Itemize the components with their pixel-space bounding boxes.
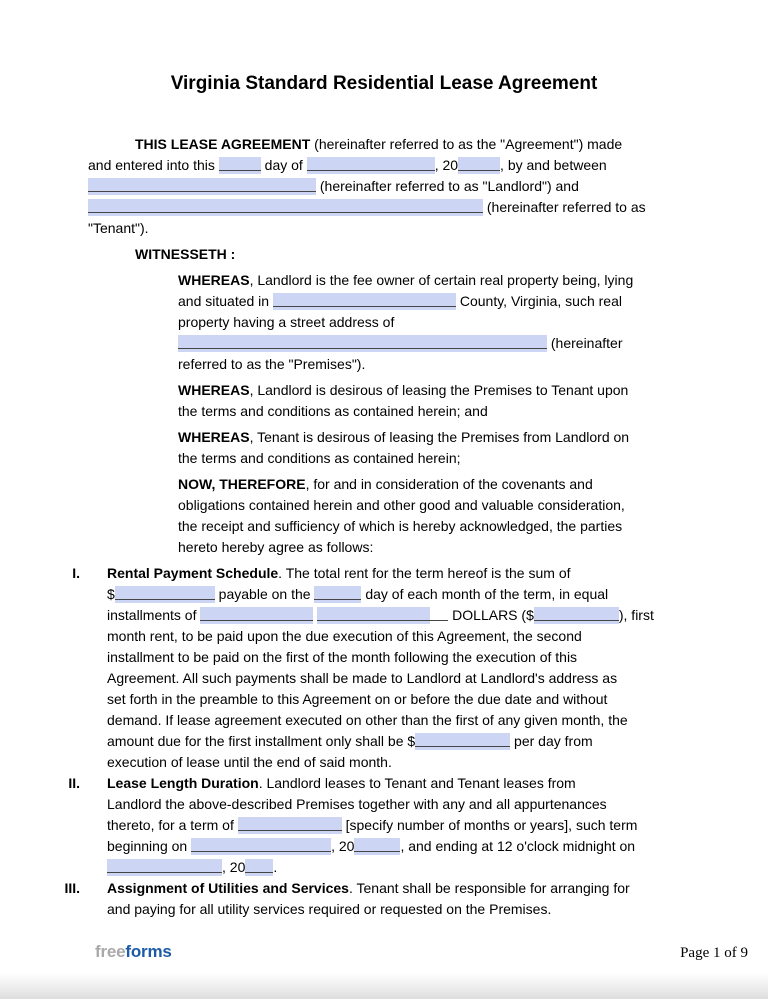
text-line [88, 244, 682, 265]
text-run: , 20 [331, 838, 355, 854]
text-run: the terms and conditions as contained herein; [178, 450, 461, 466]
text-run: thereto, for a term of [107, 817, 238, 833]
bold-text: THIS LEASE AGREEMENT [135, 136, 311, 152]
blank-field[interactable] [273, 293, 456, 310]
intro-paragraph [88, 134, 682, 239]
text-line [178, 291, 682, 312]
text-run: referred to as the "Premises"). [178, 356, 366, 372]
bold-text: WHEREAS [178, 429, 250, 445]
text-run: day of [260, 157, 307, 173]
whereas-tenant-desirous [178, 427, 682, 469]
text-run: , 20 [434, 157, 459, 173]
text-line [178, 380, 682, 401]
blank-field[interactable] [314, 586, 361, 603]
text-line [88, 155, 682, 176]
text-run: hereto hereby agree as follows: [178, 539, 374, 555]
logo-text-free: free [95, 942, 126, 961]
text-line [88, 134, 682, 155]
text-run: day of each month of the term, in equal [361, 586, 609, 602]
text-run: (hereinafter referred to as [483, 199, 646, 215]
text-run: . Landlord leases to Tenant and Tenant leases from [258, 775, 576, 791]
blank-underline [430, 607, 448, 624]
text-run: and situated in [178, 293, 273, 309]
text-line [178, 354, 682, 375]
text-line [88, 176, 682, 197]
document-body [64, 134, 682, 920]
text-line [88, 197, 682, 218]
logo-text-forms: forms [125, 942, 172, 961]
text-line [178, 333, 682, 354]
blank-field[interactable] [88, 199, 483, 216]
text-run: , 20 [222, 859, 246, 875]
text-run: set forth in the preamble to this Agreement on or before the due date and without [107, 691, 608, 707]
text-run: . [273, 859, 278, 875]
text-line [107, 689, 654, 710]
text-run: County, Virginia, such real [455, 293, 622, 309]
text-run: installments of [107, 607, 201, 623]
whereas-fee-owner [178, 270, 682, 375]
section-lease-length-duration [61, 773, 682, 878]
blank-field[interactable] [307, 157, 435, 174]
blank-field[interactable] [245, 859, 273, 876]
bold-text: Assignment of Utilities and Services [107, 880, 349, 896]
text-run: , by and between [500, 157, 607, 173]
section-assignment-of-utilities [61, 878, 682, 920]
text-line [178, 312, 682, 333]
document-title: Virginia Standard Residential Lease Agreement [170, 73, 598, 94]
text-line [107, 752, 654, 773]
text-run: installment to be paid on the first of the month following the execution of this [107, 649, 578, 665]
section-rental-payment-schedule [61, 563, 682, 773]
text-run: [specify number of months or years], such term [341, 817, 638, 833]
blank-field[interactable] [458, 157, 500, 174]
section-number: II. [68, 775, 80, 791]
text-run: demand. If lease agreement executed on other than the first of any given month, the [107, 712, 628, 728]
text-run: , and ending at 12 o'clock midnight on [400, 838, 636, 854]
page-bottom-shadow [0, 973, 768, 999]
bold-text: NOW, THEREFORE [178, 476, 306, 492]
text-run: (hereinafter [547, 335, 623, 351]
text-line [107, 584, 654, 605]
text-line [178, 270, 682, 291]
text-line [107, 668, 654, 689]
bold-text: WHEREAS [178, 272, 250, 288]
text-line [107, 857, 637, 878]
text-run: Landlord the above-described Premises together with any and all appurtenances [107, 796, 607, 812]
section-number: I. [72, 565, 80, 581]
text-run: payable on the [214, 586, 315, 602]
now-therefore [178, 474, 682, 558]
text-line [107, 647, 654, 668]
blank-field[interactable] [219, 157, 261, 174]
text-line [107, 563, 654, 584]
text-run: , Tenant is desirous of leasing the Premises from Landlord on [249, 429, 630, 445]
blank-field[interactable] [317, 607, 430, 624]
text-run: and entered into this [88, 157, 219, 173]
blank-field[interactable] [107, 859, 222, 876]
text-line [178, 401, 682, 422]
bold-text: WHEREAS [178, 382, 250, 398]
bold-text: WITNESSETH : [135, 246, 236, 262]
text-run: obligations contained herein and other good and valuable consideration, [178, 497, 625, 513]
text-line [107, 878, 630, 899]
text-line [107, 899, 630, 920]
blank-field[interactable] [415, 733, 510, 750]
text-run: , Landlord is desirous of leasing the Premises to Tenant upon [249, 382, 629, 398]
blank-field[interactable] [354, 838, 400, 855]
text-run: $ [107, 586, 115, 602]
text-run: "Tenant"). [88, 220, 149, 236]
section-body [107, 563, 654, 773]
text-line [107, 605, 654, 626]
blank-field[interactable] [115, 586, 215, 603]
text-line [107, 773, 637, 794]
blank-field[interactable] [238, 817, 342, 834]
page-footer [95, 941, 748, 964]
text-line [178, 474, 682, 495]
blank-field[interactable] [534, 607, 619, 624]
text-line [88, 218, 682, 239]
text-run: the terms and conditions as contained herein; and [178, 403, 488, 419]
text-run: beginning on [107, 838, 192, 854]
text-run: DOLLARS ($ [448, 607, 534, 623]
text-run: . Tenant shall be responsible for arranging for [348, 880, 630, 896]
text-run: and paying for all utility services required or requested on the Premises. [107, 901, 552, 917]
text-line [178, 516, 682, 537]
blank-field[interactable] [191, 838, 331, 855]
whereas-landlord-desirous [178, 380, 682, 422]
witnesseth-heading [88, 244, 682, 265]
text-line [107, 836, 637, 857]
text-run: the receipt and sufficiency of which is hereby acknowledged, the parties [178, 518, 623, 534]
text-line [107, 794, 637, 815]
blank-field[interactable] [178, 335, 547, 352]
blank-field[interactable] [88, 178, 316, 195]
text-line [178, 427, 682, 448]
page-number: Page 1 of 9 [680, 945, 748, 961]
section-body [107, 878, 630, 920]
text-run: amount due for the first installment only shall be $ [107, 733, 416, 749]
text-run: (hereinafter referred to as "Landlord") and [316, 178, 579, 194]
bold-text: Lease Length Duration [107, 775, 259, 791]
text-run: Agreement. All such payments shall be made to Landlord at Landlord's address as [107, 670, 618, 686]
text-run: execution of lease until the end of said month. [107, 754, 392, 770]
text-line [107, 731, 654, 752]
text-line [107, 815, 637, 836]
text-run: ), first [618, 607, 654, 623]
text-run: (hereinafter referred to as the "Agreement") made [310, 136, 623, 152]
text-run: , Landlord is the fee owner of certain real property being, lying [249, 272, 634, 288]
text-line [178, 495, 682, 516]
text-line [178, 537, 682, 558]
text-run: per day from [510, 733, 593, 749]
text-line [107, 710, 654, 731]
bold-text: Rental Payment Schedule [107, 565, 279, 581]
text-run: . The total rent for the term hereof is the sum of [278, 565, 571, 581]
section-number: III. [64, 880, 80, 896]
text-line [178, 448, 682, 469]
text-run: property having a street address of [178, 314, 395, 330]
freeforms-logo [95, 941, 172, 962]
blank-field[interactable] [200, 607, 313, 624]
text-run: month rent, to be paid upon the due execution of this Agreement, the second [107, 628, 582, 644]
section-body [107, 773, 637, 878]
text-line [107, 626, 654, 647]
text-run: , for and in consideration of the covenants and [305, 476, 593, 492]
